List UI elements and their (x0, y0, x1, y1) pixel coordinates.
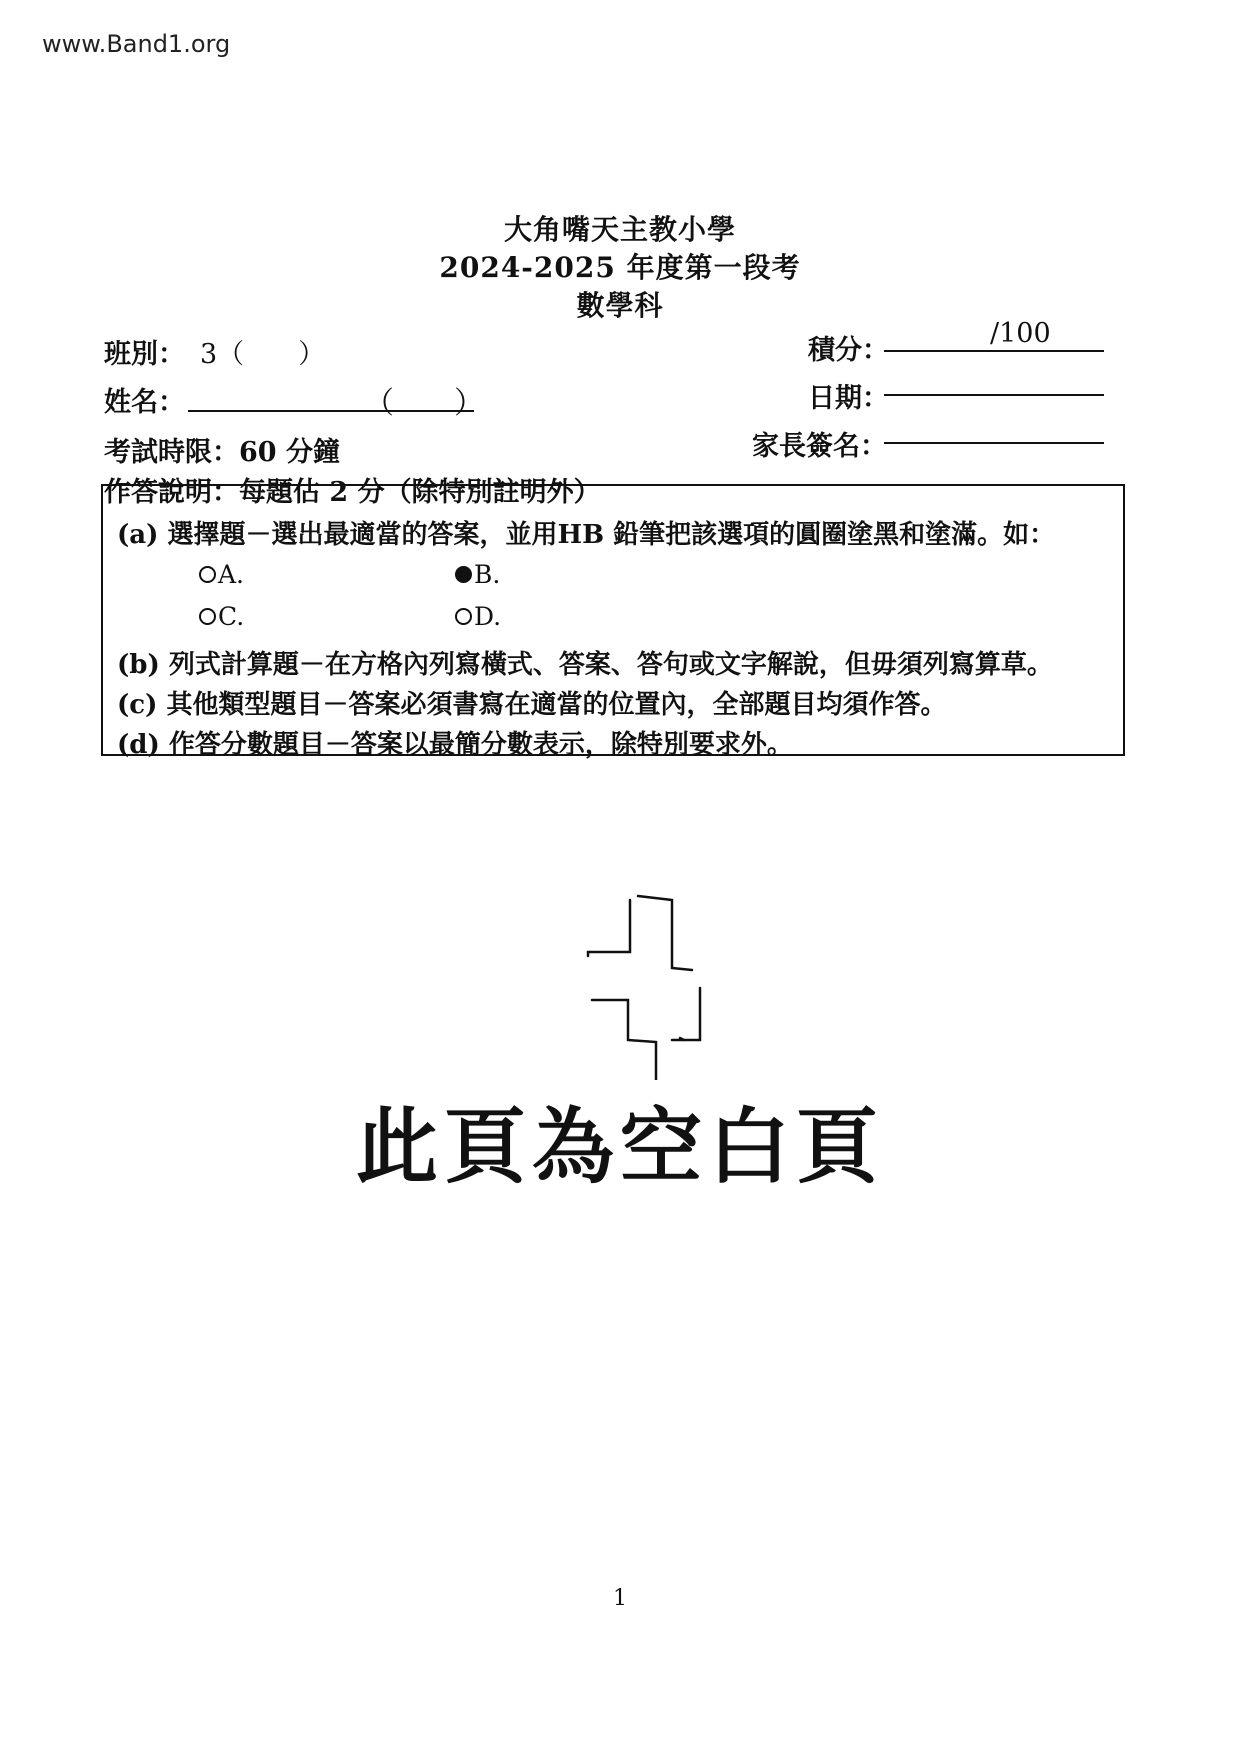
name-label: 姓名： (104, 387, 185, 418)
score-line (884, 350, 1104, 352)
instruction-c: (c) 其他類型題目－答案必須書寫在適當的位置內，全部題目均須作答。 (117, 690, 947, 720)
class-value: 3（ ） (200, 339, 326, 370)
instruction-d: (d) 作答分數題目－答案以最簡分數表示，除特別要求外。 (117, 730, 793, 760)
date-label: 日期： (808, 383, 889, 414)
score-label: 積分： (808, 335, 889, 366)
class-label: 班別： (104, 339, 185, 370)
parent-signature-line (884, 442, 1104, 444)
empty-circle-icon (455, 608, 472, 625)
instructions-title: 作答說明：每題佔 2 分（除特別註明外） (104, 477, 601, 508)
blank-page-notice: 此頁為空白頁 (355, 1099, 884, 1195)
example-option-a: A. (199, 560, 244, 589)
filled-circle-icon (455, 566, 472, 583)
time-limit: 考試時限：60 分鐘 (104, 437, 340, 468)
example-option-c: C. (199, 602, 244, 631)
empty-circle-icon (199, 608, 216, 625)
school-name: 大角嘴天主教小學 (503, 213, 736, 246)
watermark-url: www.Band1.org (42, 30, 231, 58)
score-total: /100 (990, 318, 1051, 349)
date-line (884, 394, 1104, 396)
example-option-b: B. (455, 560, 500, 589)
cross-icon (580, 890, 760, 1080)
instruction-b: (b) 列式計算題－在方格內列寫橫式、答案、答句或文字解說，但毋須列寫算草。 (117, 650, 1053, 680)
name-class-number-paren: （ ） (364, 386, 484, 421)
instructions-box (101, 484, 1125, 760)
page-number: 1 (613, 1586, 627, 1611)
empty-circle-icon (199, 566, 216, 583)
example-option-d: D. (455, 602, 501, 631)
exam-term: 2024-2025 年度第一段考 (439, 251, 801, 284)
parent-signature-label: 家長簽名： (752, 431, 887, 462)
exam-subject: 數學科 (576, 289, 664, 322)
instruction-a: (a) 選擇題－選出最適當的答案，並用HB 鉛筆把該選項的圓圈塗黑和塗滿。如： (117, 520, 1056, 550)
